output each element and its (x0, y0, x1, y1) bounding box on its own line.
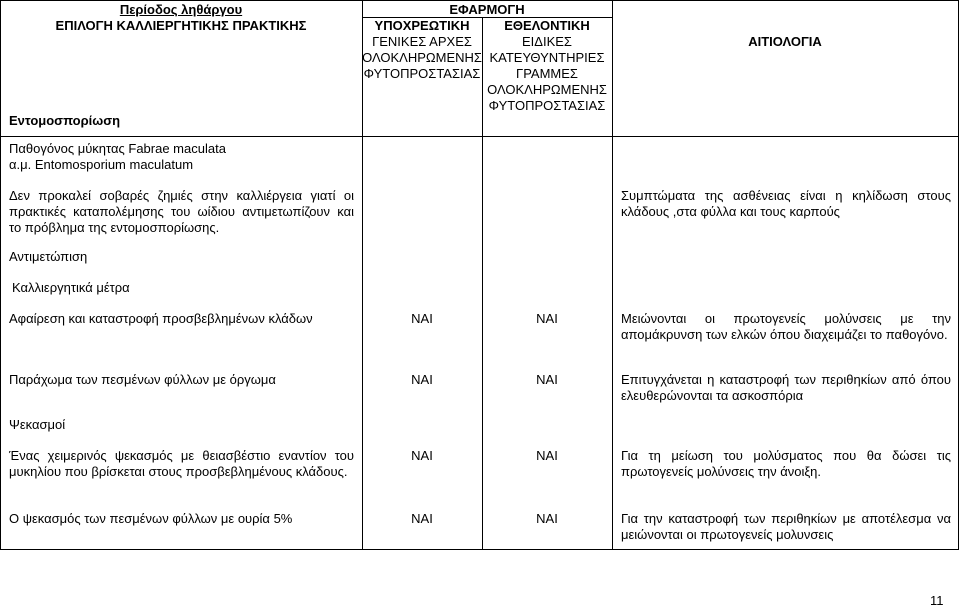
row-3-practice-2: μυκηλίου που βρίσκεται στους προσβεβλημένους κλάδους. (9, 464, 348, 479)
row-3-practice-1: Ένας χειμερινός ψεκασμός με θειασβέστιο εναντίον του (9, 448, 354, 463)
mandatory-line-1: ΓΕΝΙΚΕΣ ΑΡΧΕΣ (372, 34, 472, 49)
disease-name: Εντομοσπορίωση (9, 113, 121, 128)
symptoms-line-1: Συμπτώματα της ασθένειας είναι η κηλίδωση στους (621, 188, 951, 203)
pathogen-line-1: Παθογόνος μύκητας Fabrae maculata (9, 141, 226, 156)
voluntary-line-3: ΓΡΑΜΜΕΣ (516, 66, 578, 81)
row-3-mandatory: ΝΑΙ (411, 448, 433, 463)
row-4-rationale-1: Για την καταστροφή των περιθηκίων με αποτέλεσμα να (621, 511, 951, 526)
row-1-rationale-1: Μειώνονται οι πρωτογενείς μολύνσεις με την (621, 311, 951, 326)
practice-choice-header: ΕΠΙΛΟΓΗ ΚΑΛΛΙΕΡΓΗΤΙΚΗΣ ΠΡΑΚΤΙΚΗΣ (55, 18, 307, 33)
rationale-header: ΑΙΤΙΟΛΟΓΙΑ (748, 34, 822, 49)
row-1-practice: Αφαίρεση και καταστροφή προσβεβλημένων κλάδων (9, 311, 313, 326)
pathogen-line-2: α.μ. Entomosporium maculatum (9, 157, 194, 172)
row-4-practice: Ο ψεκασμός των πεσμένων φύλλων με ουρία 5% (9, 511, 293, 526)
rule-left (0, 0, 1, 550)
row-1-mandatory: ΝΑΙ (411, 311, 433, 326)
rule-header-bottom (0, 136, 959, 137)
voluntary-line-2: ΚΑΤΕΥΘΥΝΤΗΡΙΕΣ (489, 50, 605, 65)
description-line-1: Δεν προκαλεί σοβαρές ζημιές στην καλλιέργεια γιατί οι (9, 188, 354, 203)
rule-top (0, 0, 959, 1)
row-2-voluntary: ΝΑΙ (536, 372, 558, 387)
mandatory-header: ΥΠΟΧΡΕΩΤΙΚΗ (374, 18, 470, 33)
description-line-3: το πρόβλημα της εντομοσπορίωσης. (9, 220, 220, 235)
voluntary-line-1: ΕΙΔΙΚΕΣ (522, 34, 572, 49)
row-2-rationale-1: Επιτυγχάνεται η καταστροφή των περιθηκίων από όπου (621, 372, 951, 387)
row-3-rationale-2: πρωτογενείς μολύνσεις την άνοιξη. (621, 464, 821, 479)
period-title: Περίοδος ληθάργου (119, 2, 243, 17)
description-line-2: πρακτικές καταπολέμησης του ωίδιου αντιμετωπίζουν και (9, 204, 354, 219)
row-3-rationale-1: Για τη μείωση του μολύσματος που θα δώσει τις (621, 448, 951, 463)
treatment-heading: Αντιμετώπιση (9, 249, 88, 264)
row-2-rationale-2: ελευθερώνονται τα ασκοσπόρια (621, 388, 804, 403)
mandatory-line-2: ΟΛΟΚΛΗΡΩΜΕΝΗΣ (362, 50, 482, 65)
row-4-voluntary: ΝΑΙ (536, 511, 558, 526)
row-4-mandatory: ΝΑΙ (411, 511, 433, 526)
rule-col1 (362, 0, 363, 550)
row-2-practice: Παράχωμα των πεσμένων φύλλων με όργωμα (9, 372, 276, 387)
spraying-heading: Ψεκασμοί (9, 417, 66, 432)
row-3-voluntary: ΝΑΙ (536, 448, 558, 463)
voluntary-header: ΕΘΕΛΟΝΤΙΚΗ (504, 18, 590, 33)
rule-table-bottom (0, 549, 959, 550)
row-1-voluntary: ΝΑΙ (536, 311, 558, 326)
rule-col3 (612, 0, 613, 550)
voluntary-line-5: ΦΥΤΟΠΡΟΣΤΑΣΙΑΣ (488, 98, 606, 113)
cultural-heading: Καλλιεργητικά μέτρα (12, 280, 130, 295)
page-number: 11 (930, 593, 944, 608)
voluntary-line-4: ΟΛΟΚΛΗΡΩΜΕΝΗΣ (487, 82, 607, 97)
row-4-rationale-2: μειώνονται οι πρωτογενείς μολυνσεις (621, 527, 834, 542)
mandatory-line-3: ΦΥΤΟΠΡΟΣΤΑΣΙΑΣ (363, 66, 481, 81)
row-1-rationale-2: απομάκρυνση των ελκών όπου διαχειμάζει το παθογόνο. (621, 327, 948, 342)
application-header: ΕΦΑΡΜΟΓΗ (449, 2, 525, 17)
symptoms-line-2: κλάδους ,στα φύλλα και τους καρπούς (621, 204, 840, 219)
row-2-mandatory: ΝΑΙ (411, 372, 433, 387)
